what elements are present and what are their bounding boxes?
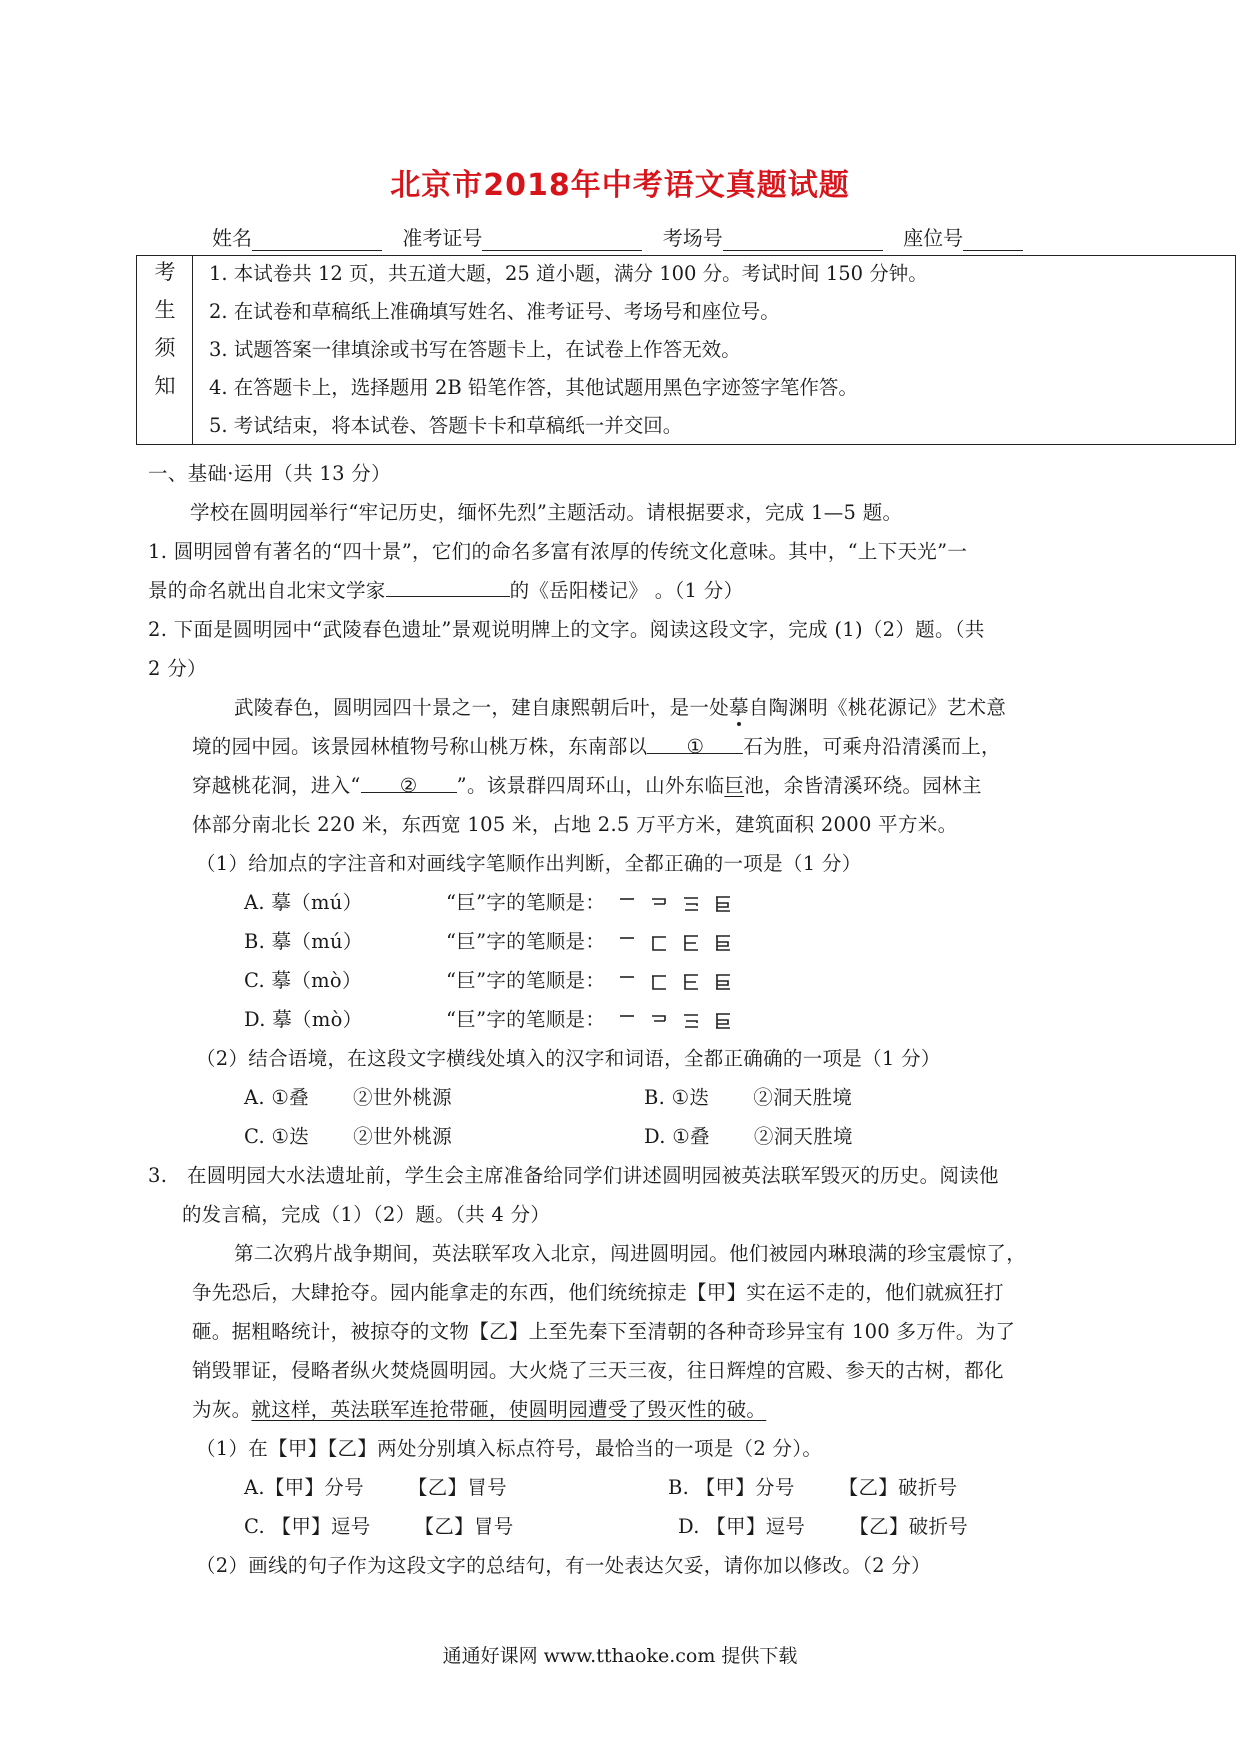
option-part: A.【甲】分号	[244, 1476, 364, 1499]
exam-no-label: 准考证号	[402, 226, 483, 250]
name-field[interactable]	[252, 230, 382, 251]
stroke-sequence	[618, 972, 732, 992]
candidate-info-row	[212, 222, 1037, 251]
q3-passage-line	[192, 1394, 766, 1422]
stroke-step-icon	[682, 894, 700, 914]
option-part: B. 【甲】分号	[668, 1476, 795, 1499]
stroke-step-icon	[618, 933, 636, 953]
q3-sub1-option-a[interactable]	[244, 1472, 507, 1500]
option-part: 【乙】冒号	[407, 1476, 507, 1499]
dotted-char: 摹	[729, 696, 749, 719]
name-label: 姓名	[212, 226, 252, 250]
option-part: D. 【甲】逗号	[678, 1515, 806, 1538]
q3-sub1-option-b[interactable]	[668, 1472, 957, 1500]
option-label: D. 摹（mò）	[244, 1008, 363, 1031]
q3-line1: 3. 在圆明园大水法遗址前，学生会主席准备给同学们讲述圆明园被英法联军毁灭的历史。阅读他	[148, 1164, 999, 1187]
stroke-sequence	[618, 933, 732, 953]
q3-sub1-stem: （1）在【甲】【乙】两处分别填入标点符号，最恰当的一项是（2 分）。	[196, 1437, 823, 1460]
notice-side-char: 生	[154, 298, 176, 322]
q2-sub2-option-c[interactable]	[244, 1121, 452, 1149]
q2-sub1-option-d[interactable]	[244, 1004, 362, 1032]
stroke-step-icon	[650, 894, 668, 914]
stroke-order-d	[446, 1004, 732, 1032]
q2-line2: 2 分）	[148, 657, 207, 680]
notice-item: 2. 在试卷和草稿纸上准确填写姓名、准考证号、考场号和座位号。	[209, 300, 780, 323]
stroke-sequence	[618, 1011, 732, 1031]
seat-field[interactable]	[963, 230, 1023, 251]
q2-sub2-stem: （2）结合语境，在这段文字横线处填入的汉字和词语，全都正确确的一项是（1 分）	[196, 1047, 941, 1070]
q1-answer-blank[interactable]	[386, 578, 510, 597]
notice-side-char: 须	[154, 336, 176, 360]
stroke-label: “巨”字的笔顺是：	[446, 930, 606, 953]
q2-line1: 2. 下面是圆明园中“武陵春色遗址”景观说明牌上的文字。阅读这段文字，完成 (1)（2）题。（共	[148, 618, 985, 641]
q3-sub1-option-d[interactable]	[678, 1511, 968, 1539]
exam-no-field[interactable]	[482, 230, 642, 251]
q2-sub1-option-c[interactable]	[244, 965, 362, 993]
stroke-order-c	[446, 965, 732, 993]
option-part: ②洞天胜境	[753, 1125, 853, 1148]
q2-sub1-stem: （1）给加点的字注音和对画线字笔顺作出判断，全都正确的一项是（1 分）	[196, 852, 862, 875]
q2-sub2-option-d[interactable]	[644, 1121, 853, 1149]
stroke-step-icon	[682, 1011, 700, 1031]
q3-sub1-option-c[interactable]	[244, 1511, 514, 1539]
option-part: 【乙】破折号	[849, 1515, 969, 1538]
q2-sub2-option-b[interactable]	[644, 1082, 852, 1110]
section-intro: 学校在圆明园举行“牢记历史，缅怀先烈”主题活动。请根据要求，完成 1—5 题。	[190, 501, 903, 524]
exam-notice-box	[136, 255, 1236, 445]
q3-sub2-stem: （2）画线的句子作为这段文字的总结句，有一处表达欠妥，请你加以修改。（2 分）	[196, 1554, 931, 1577]
notice-item: 3. 试题答案一律填涂或书写在答题卡上，在试卷上作答无效。	[209, 338, 741, 361]
q1-text-a: 景的命名就出自北宋文学家	[148, 579, 386, 602]
section-heading: 一、基础·运用（共 13 分）	[148, 462, 391, 485]
passage-text: 穿越桃花洞，进入“	[192, 774, 361, 797]
option-part: ②洞天胜境	[753, 1086, 853, 1109]
q3-passage-line: 第二次鸦片战争期间，英法联军攻入北京，闯进圆明园。他们被园内琳琅满的珍宝震惊了，	[234, 1242, 1027, 1265]
stroke-step-icon	[714, 894, 732, 914]
q3-passage-line: 砸。据粗略统计，被掠夺的文物【乙】上至先秦下至清朝的各种奇珍异宝有 100 多万件。为了	[192, 1320, 1016, 1343]
passage-blank-1[interactable]: ①	[647, 735, 743, 754]
option-label: A. 摹（mú）	[244, 891, 363, 914]
q1-text-b: 的《岳阳楼记》 。（1 分）	[509, 579, 744, 602]
stroke-step-icon	[682, 933, 700, 953]
passage-text: 石为胜，可乘舟沿清溪而上，	[743, 735, 1001, 758]
notice-side-char: 知	[154, 374, 176, 398]
stroke-step-icon	[714, 1011, 732, 1031]
option-part: C. 【甲】逗号	[244, 1515, 371, 1538]
room-field[interactable]	[723, 230, 883, 251]
stroke-label: “巨”字的笔顺是：	[446, 1008, 606, 1031]
stroke-step-icon	[618, 894, 636, 914]
page-title: 北京市2018年中考语文真题试题	[390, 168, 850, 203]
option-part: C. ①迭	[244, 1125, 310, 1148]
option-part: A. ①叠	[244, 1086, 309, 1109]
stroke-step-icon	[618, 972, 636, 992]
passage-text: ”。该景群四周环山，山外东临	[456, 774, 725, 797]
seat-label: 座位号	[903, 226, 964, 250]
notice-side-char: 考	[154, 260, 176, 284]
q2-sub2-option-a[interactable]	[244, 1082, 452, 1110]
stroke-step-icon	[618, 1011, 636, 1031]
underlined-char: 巨	[724, 774, 745, 797]
q3-passage-line: 销毁罪证，侵略者纵火焚烧圆明园。大火烧了三天三夜，往日辉煌的宫殿、参天的古树，都化	[192, 1359, 1004, 1382]
stroke-step-icon	[650, 972, 668, 992]
passage-text: 池，余皆清溪环绕。园林主	[744, 774, 982, 797]
q3-line2: 的发言稿，完成（1）（2）题。（共 4 分）	[182, 1203, 551, 1226]
passage-blank-2[interactable]: ②	[361, 774, 457, 793]
passage-text: 自陶渊明《桃花源记》艺术意	[748, 696, 1007, 719]
notice-item: 1. 本试卷共 12 页，共五道大题，25 道小题，满分 100 分。考试时间 150 分钟。	[209, 262, 928, 285]
notice-item: 5. 考试结束，将本试卷、答题卡卡和草稿纸一并交回。	[209, 414, 683, 437]
option-part: 【乙】破折号	[838, 1476, 958, 1499]
q2-passage-line	[192, 731, 1001, 759]
passage-text: 境的园中园。该景园林植物号称山桃万株，东南部以	[192, 735, 648, 758]
q1-line1: 1. 圆明园曾有著名的“四十景”，它们的命名多富有浓厚的传统文化意味。其中，“上下天光”一	[148, 540, 968, 563]
footer-credit: 通通好课网 www.tthaoke.com 提供下载	[442, 1645, 798, 1667]
stroke-step-icon	[650, 933, 668, 953]
q2-sub1-option-a[interactable]	[244, 887, 362, 915]
option-part: 【乙】冒号	[414, 1515, 514, 1538]
stroke-sequence	[618, 894, 732, 914]
option-part: D. ①叠	[644, 1125, 710, 1148]
stroke-step-icon	[714, 972, 732, 992]
option-part: B. ①迭	[644, 1086, 710, 1109]
option-part: ②世外桃源	[353, 1125, 453, 1148]
option-part: ②世外桃源	[352, 1086, 452, 1109]
option-label: B. 摹（mú）	[244, 930, 363, 953]
stroke-step-icon	[682, 972, 700, 992]
q2-passage-line: 体部分南北长 220 米，东西宽 105 米，占地 2.5 万平方米，建筑面积 2000 平方米。	[192, 813, 958, 836]
passage-text: 武陵春色，圆明园四十景之一，建自康熙朝后叶，是一处	[234, 696, 730, 719]
passage-text: 为灰。	[192, 1398, 252, 1421]
q1-line2	[148, 575, 743, 603]
stroke-order-a	[446, 887, 732, 915]
notice-item: 4. 在答题卡上，选择题用 2B 铅笔作答，其他试题用黑色字迹签字笔作答。	[209, 376, 858, 399]
q2-sub1-option-b[interactable]	[244, 926, 363, 954]
q2-passage-line	[192, 770, 982, 798]
stroke-label: “巨”字的笔顺是：	[446, 891, 606, 914]
underlined-sentence: 就这样，英法联军连抢带砸，使圆明园遭受了毁灭性的破。	[251, 1398, 767, 1421]
q2-passage-line	[234, 692, 1006, 720]
notice-side-label	[137, 256, 193, 444]
stroke-label: “巨”字的笔顺是：	[446, 969, 606, 992]
stroke-step-icon	[650, 1011, 668, 1031]
room-label: 考场号	[662, 226, 723, 250]
q3-passage-line: 争先恐后，大肆抢夺。园内能拿走的东西，他们统统掠走【甲】实在运不走的，他们就疯狂打	[192, 1281, 1004, 1304]
option-label: C. 摹（mò）	[244, 969, 362, 992]
stroke-step-icon	[714, 933, 732, 953]
stroke-order-b	[446, 926, 732, 954]
